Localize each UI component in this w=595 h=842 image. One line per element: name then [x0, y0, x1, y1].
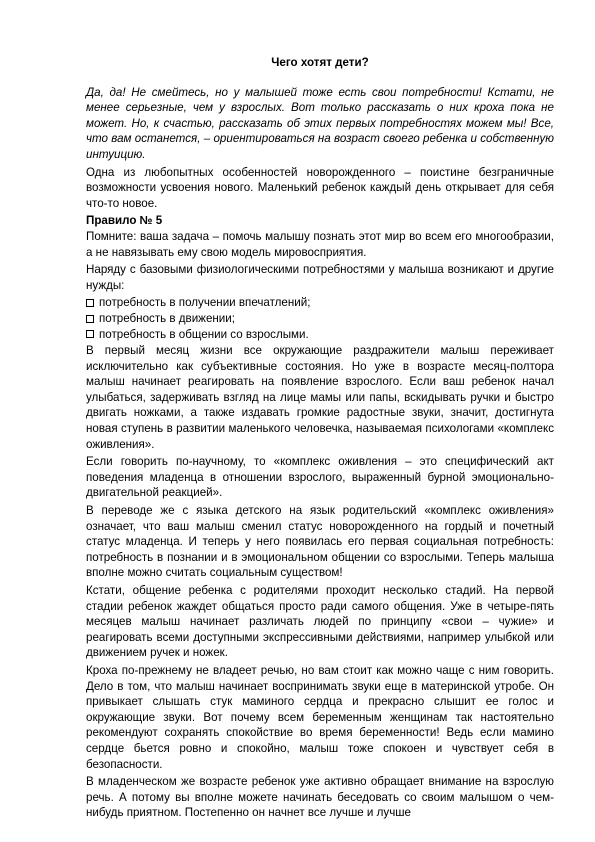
paragraph-infancy: В младенческом же возрасте ребенок уже активно обращает внимание на взрослую речь. А потому вы вполне можете начинать беседовать со своим малышом о чем-нибудь приятном. Постепенно он начнет все лучше и лучше [86, 775, 554, 820]
list-item-label: потребность в движении; [99, 311, 235, 325]
paragraph-novelty: Одна из любопытных особенностей новорожденного – поистине безграничные возможности усвоения нового. Маленький ребенок каждый день открывает для себя что-то новое. [86, 165, 554, 210]
list-item [86, 311, 554, 327]
paragraph-stages: Кстати, общение ребенка с родителями проходит несколько стадий. На первой стадии ребенок жаждет общаться просто ради самого общения. Уже в четыре-пять месяцев малыш начинает различать людей по принципу «свои – чужие» и реагировать всеми доступными экспрессивными действиями, например улыбкой или движением ручек и ножек. [86, 584, 554, 660]
paragraph-first-month: В первый месяц жизни все окружающие раздражители малыш переживает исключительно как субъективные состояния. Но уже в возрасте месяц-полтора малыш начинает реагировать на появление взрослого. Если ваш ребенок начал улыбаться, задерживать взгляд на лице мамы или папы, вскидывать ручки и быстро двигать ножками, а также издавать громкие радостные звуки, значит, достигнута новая ступень в развитии маленького человечка, называемая психологами «комплекс оживления». [86, 344, 554, 451]
paragraph-needs-intro: Наряду с базовыми физиологическими потребностями у малыша возникают и другие нужды: [86, 263, 554, 292]
paragraph-speech: Кроха по-прежнему не владеет речью, но вам стоит как можно чаще с ним говорить. Дело в том, что малыш начинает воспринимать звуки еще в материнской утробе. Он привыкает слышать стук маминого сердца и прекрасно слышит ее голос и окружающие звуки. Вот почему всем беременным женщинам так настоятельно рекомендуют сохранять спокойствие во время беременности! Ведь если мамино сердце бьется ровно и спокойно, малыш тоже спокоен и чувствует себя в безопасности. [86, 663, 554, 771]
rule-heading: Правило № 5 [86, 214, 163, 228]
paragraph-scientific: Если говорить по-научному, то «комплекс оживления – это специфический акт поведения младенца в отношении взрослого, выраженный бурной эмоционально-двигательной реакцией». [86, 455, 554, 500]
document-page [86, 55, 554, 823]
list-item-label: потребность в получении впечатлений; [99, 296, 311, 310]
needs-list [86, 295, 554, 342]
list-item-label: потребность в общении со взрослыми. [99, 327, 309, 341]
intro-paragraph: Да, да! Не смейтесь, но у малышей тоже есть свои потребности! Кстати, не менее серьезные, чем у взрослых. Вот только рассказать о них кроха пока не может. Но, к счастью, рассказать об этих первых потребностях можем мы! Все, что вам останется, – ориентироваться на возраст своего ребенка и собственную интуицию. [86, 85, 554, 161]
checkbox-icon [86, 299, 94, 307]
paragraph-translation: В переводе же с языка детского на язык родительский «комплекс оживления» означает, что ваш малыш сменил статус новорожденного на гордый и почетный статус младенца. И теперь у него появилась его первая социальная потребность: потребность в познании и в эмоциональном общении со взрослыми. Теперь малыша вполне можно считать социальным существом! [86, 504, 554, 580]
checkbox-icon [86, 315, 94, 323]
paragraph-remember: Помните: ваша задача – помочь малышу познать этот мир во всем его многообразии, а не навязывать ему свою модель мировосприятия. [86, 229, 554, 259]
list-item [86, 295, 554, 311]
list-item [86, 327, 554, 343]
checkbox-icon [86, 330, 94, 338]
document-title: Чего хотят дети? [271, 56, 369, 69]
